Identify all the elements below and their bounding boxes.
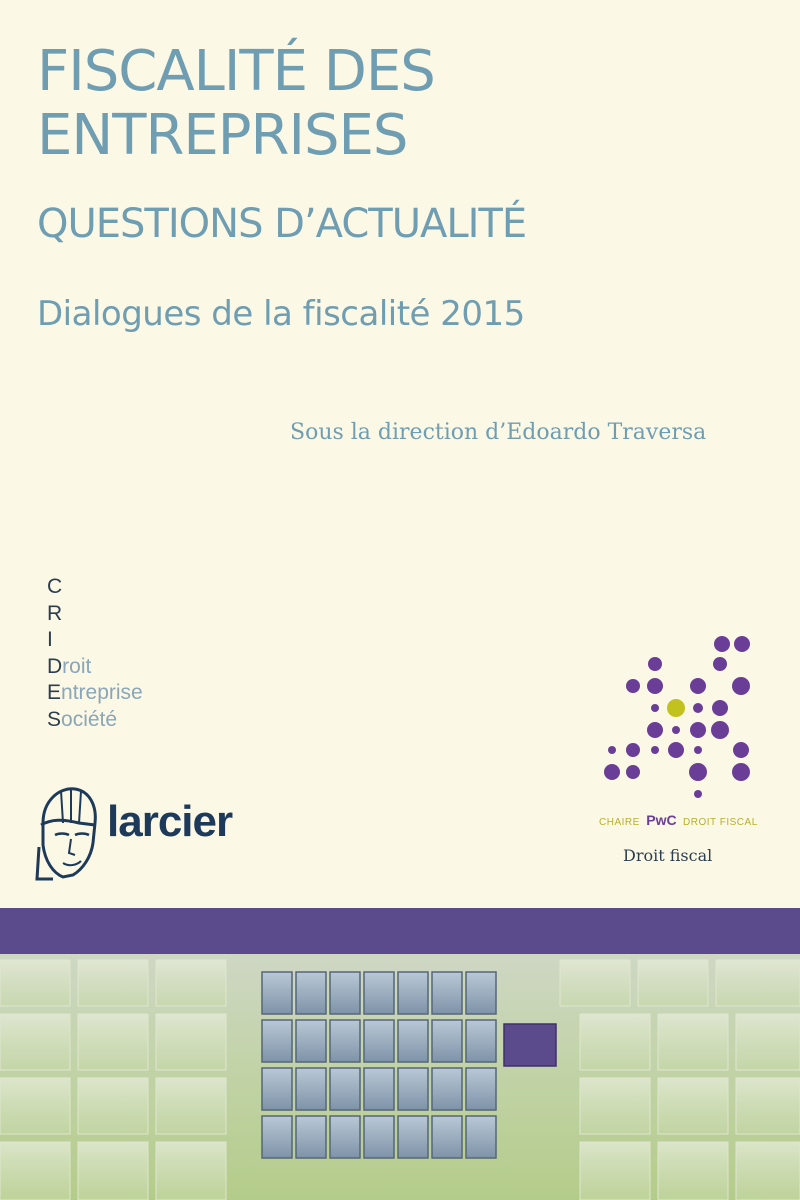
title-line-1: FISCALITÉ DES — [37, 39, 435, 104]
crides-row-droit: Droit — [47, 654, 92, 678]
crides-row-entreprise: Entreprise — [47, 681, 143, 704]
book-title — [37, 40, 435, 168]
helmeted-head-icon — [33, 783, 103, 883]
purple-band — [0, 908, 800, 954]
crides-row-c: C — [47, 575, 63, 598]
pwc-brand: PwC — [646, 812, 677, 828]
book-subtitle: QUESTIONS D’ACTUALITÉ — [37, 201, 527, 247]
crides-label — [47, 574, 143, 733]
chaire-word: CHAIRE — [599, 817, 640, 828]
publisher-name: larcier — [107, 797, 233, 846]
droit-fiscal-word: DROIT FISCAL — [683, 817, 758, 828]
larcier-logo — [33, 783, 263, 883]
title-line-2: ENTREPRISES — [37, 103, 408, 168]
cube-illustration — [0, 954, 800, 1200]
crides-row-societe: Société — [47, 707, 118, 731]
cube-grid-image — [0, 954, 800, 1200]
chaire-pwc-logo — [596, 630, 766, 870]
series-title: Dialogues de la fiscalité 2015 — [37, 294, 525, 334]
dot-pattern-icon — [596, 630, 766, 805]
editor-credit: Sous la direction d’Edoardo Traversa — [290, 420, 707, 445]
crides-row-i: I — [47, 628, 53, 651]
crides-row-r: R — [47, 601, 63, 625]
chaire-label — [599, 812, 758, 830]
collection-name: Droit fiscal — [623, 846, 713, 865]
